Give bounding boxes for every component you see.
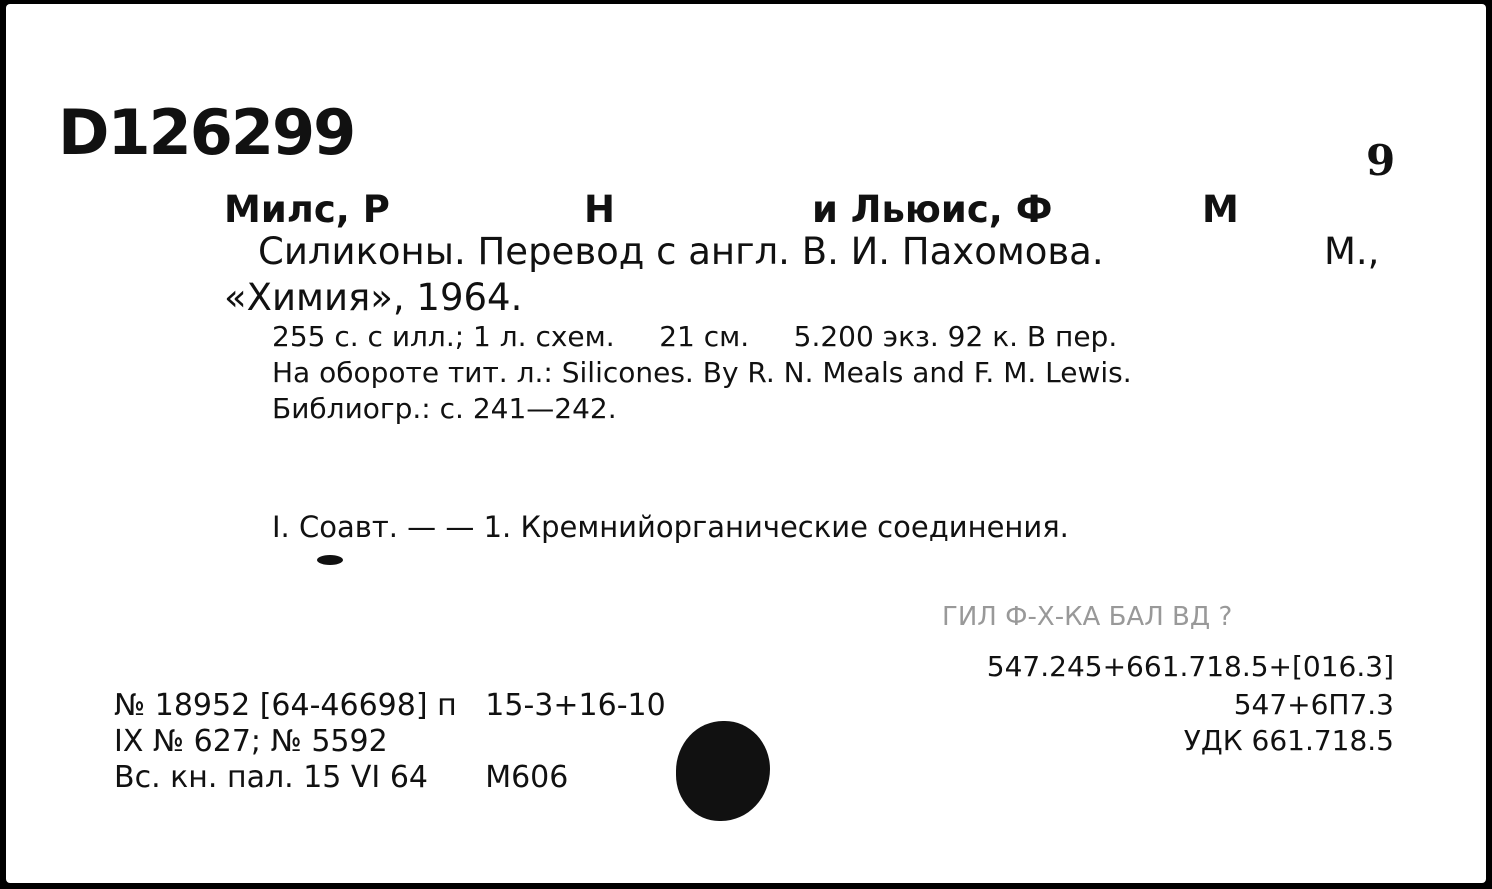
footer-line-2: IX № 627; № 5592 xyxy=(114,724,388,759)
publication-place: М., xyxy=(1324,230,1380,273)
bibliography-note: Библиогр.: с. 241—242. xyxy=(272,392,617,425)
first-author-initial: Н xyxy=(584,188,615,231)
inventory-number: D126299 xyxy=(58,96,355,169)
footer-line-1: № 18952 [64-46698] п 15-3+16-10 xyxy=(114,688,666,723)
second-author: и Льюис, Ф xyxy=(812,188,1053,231)
original-title-note: На обороте тит. л.: Silicones. By R. N. Meals and F. M. Lewis. xyxy=(272,356,1132,389)
physical-description: 255 с. с илл.; 1 л. схем. 21 см. 5.200 экз. 92 к. В пер. xyxy=(272,320,1118,353)
tracings: I. Соавт. — — 1. Кремнийорганические соединения. xyxy=(272,510,1069,544)
corner-number: 9 xyxy=(1366,136,1396,185)
udc-code: УДК 661.718.5 xyxy=(1183,724,1394,757)
first-author: Милс, Р xyxy=(224,188,390,231)
ink-dot xyxy=(317,555,343,565)
footer-line-3: Вс. кн. пал. 15 VI 64 М606 xyxy=(114,760,569,795)
ink-blot xyxy=(676,721,770,821)
faint-stamp: ГИЛ Ф-Х-КА БАЛ ВД ? xyxy=(942,602,1233,632)
second-author-initial: М xyxy=(1202,188,1239,231)
catalog-card xyxy=(6,4,1486,883)
classification-line-1: 547.245+661.718.5+[016.3] xyxy=(986,650,1394,683)
classification-line-2: 547+6П7.3 xyxy=(1233,688,1394,721)
title-line: Силиконы. Перевод с англ. В. И. Пахомова. xyxy=(258,230,1104,273)
publisher-year: «Химия», 1964. xyxy=(224,276,523,319)
